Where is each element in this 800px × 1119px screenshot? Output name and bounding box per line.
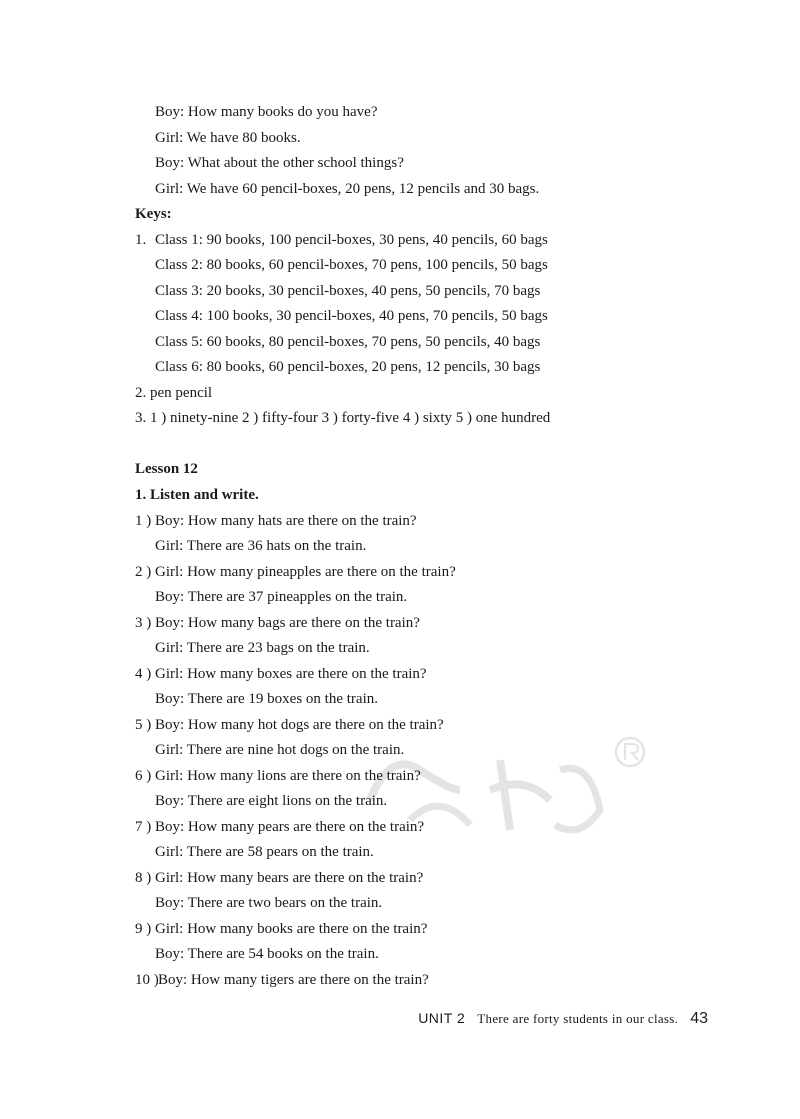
exercise-answer: Boy: There are 19 boxes on the train. bbox=[155, 691, 378, 707]
dialogue-line: Boy: How many books do you have? bbox=[155, 104, 378, 120]
key-class-line: Class 3: 20 books, 30 pencil-boxes, 40 pens, 50 pencils, 70 bags bbox=[155, 283, 541, 299]
exercise-item-number: 3 ) bbox=[135, 615, 152, 631]
exercise-question: Boy: How many hot dogs are there on the train? bbox=[155, 717, 444, 733]
key-class-line: Class 4: 100 books, 30 pencil-boxes, 40 pens, 70 pencils, 50 bags bbox=[155, 308, 548, 324]
exercise-item-number: 7 ) bbox=[135, 819, 152, 835]
key-class-line: Class 1: 90 books, 100 pencil-boxes, 30 pens, 40 pencils, 60 bags bbox=[155, 232, 548, 248]
key-item-number: 1. bbox=[135, 232, 147, 248]
exercise-question: Boy: How many tigers are there on the train? bbox=[158, 972, 429, 988]
exercise-answer: Girl: There are 36 hats on the train. bbox=[155, 538, 367, 554]
exercise-item-number: 8 ) bbox=[135, 870, 152, 886]
key-class-line: Class 2: 80 books, 60 pencil-boxes, 70 pens, 100 pencils, 50 bags bbox=[155, 257, 548, 273]
exercise-question: Girl: How many lions are there on the train? bbox=[155, 768, 421, 784]
exercise-answer: Girl: There are 58 pears on the train. bbox=[155, 844, 374, 860]
exercise-answer: Girl: There are nine hot dogs on the train. bbox=[155, 742, 405, 758]
key-class-line: Class 6: 80 books, 60 pencil-boxes, 20 pens, 12 pencils, 30 bags bbox=[155, 359, 541, 375]
exercise-answer: Boy: There are two bears on the train. bbox=[155, 895, 383, 911]
exercise-answer: Girl: There are 23 bags on the train. bbox=[155, 640, 370, 656]
key-item-3: 3. 1 ) ninety-nine 2 ) fifty-four 3 ) forty-five 4 ) sixty 5 ) one hundred bbox=[135, 410, 551, 426]
exercise-answer: Boy: There are 37 pineapples on the train. bbox=[155, 589, 408, 605]
exercise-item-number: 1 ) bbox=[135, 513, 152, 529]
dialogue-line: Girl: We have 80 books. bbox=[155, 130, 301, 146]
exercise-question: Girl: How many pineapples are there on the train? bbox=[155, 564, 456, 580]
page-number: 43 bbox=[690, 1010, 708, 1027]
footer-unit: UNIT 2 bbox=[418, 1010, 466, 1026]
page-footer bbox=[418, 1010, 708, 1028]
exercise-answer: Boy: There are 54 books on the train. bbox=[155, 946, 379, 962]
exercise-answer: Boy: There are eight lions on the train. bbox=[155, 793, 388, 809]
exercise-item-number: 4 ) bbox=[135, 666, 152, 682]
exercise-item-number: 6 ) bbox=[135, 768, 152, 784]
exercise-question: Girl: How many boxes are there on the train? bbox=[155, 666, 427, 682]
key-class-line: Class 5: 60 books, 80 pencil-boxes, 70 pens, 50 pencils, 40 bags bbox=[155, 334, 541, 350]
exercise-question: Boy: How many hats are there on the train? bbox=[155, 513, 417, 529]
dialogue-line: Girl: We have 60 pencil-boxes, 20 pens, 12 pencils and 30 bags. bbox=[155, 181, 540, 197]
footer-unit-title: There are forty students in our class. bbox=[477, 1011, 679, 1026]
exercise-question: Boy: How many bags are there on the train? bbox=[155, 615, 420, 631]
dialogue-line: Boy: What about the other school things? bbox=[155, 155, 404, 171]
lesson-title: Lesson 12 bbox=[135, 461, 198, 477]
keys-heading: Keys: bbox=[135, 206, 172, 222]
exercise-question: Boy: How many pears are there on the train? bbox=[155, 819, 425, 835]
exercise-title: 1. Listen and write. bbox=[135, 487, 259, 503]
exercise-item-number: 2 ) bbox=[135, 564, 152, 580]
exercise-item-number: 10 ) bbox=[135, 972, 159, 988]
exercise-question: Girl: How many books are there on the train? bbox=[155, 921, 428, 937]
key-item-2: 2. pen pencil bbox=[135, 385, 213, 401]
exercise-item-number: 9 ) bbox=[135, 921, 152, 937]
exercise-question: Girl: How many bears are there on the train? bbox=[155, 870, 424, 886]
publisher-watermark-icon bbox=[350, 730, 650, 850]
exercise-item-number: 5 ) bbox=[135, 717, 152, 733]
